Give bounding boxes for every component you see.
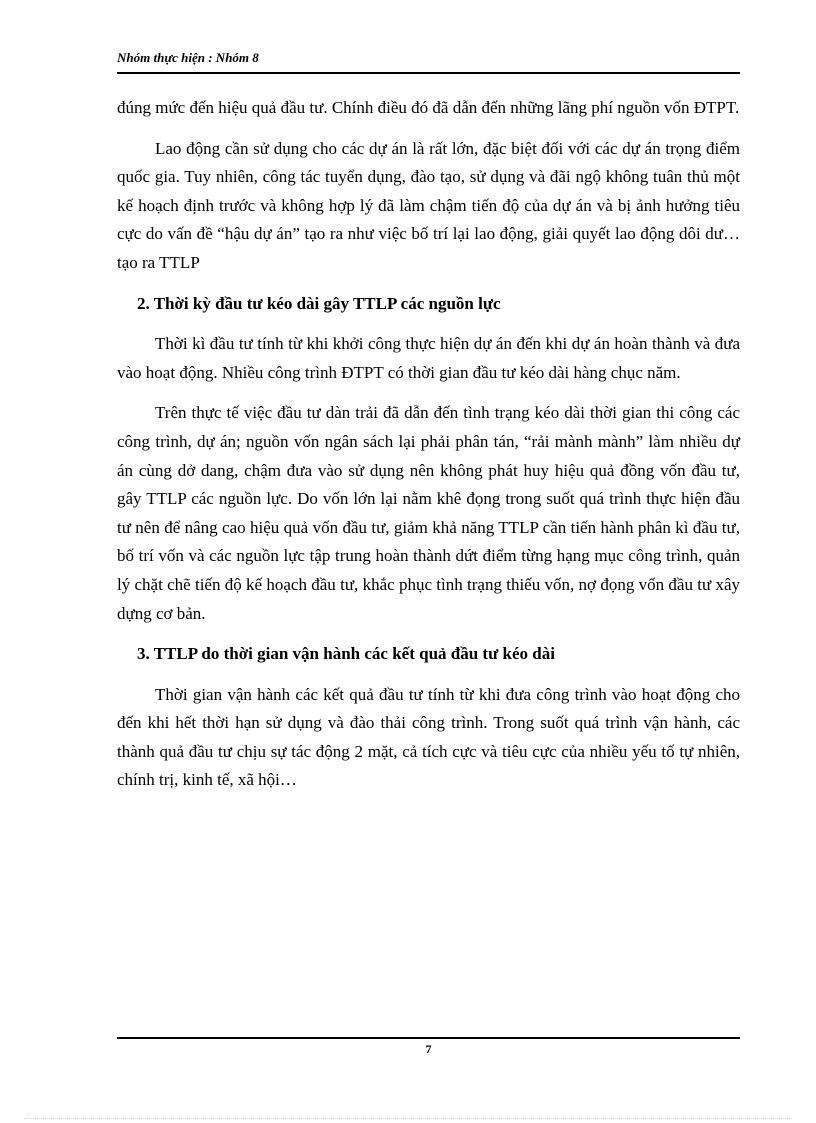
header-group-label: Nhóm thực hiện : Nhóm 8 [117, 50, 259, 65]
paragraph-continuation: đúng mức đến hiệu quả đầu tư. Chính điều đó đã dẫn đến những lãng phí nguồn vốn ĐTPT. [117, 98, 740, 117]
footer-divider [117, 1037, 740, 1039]
document-body [117, 94, 740, 807]
paragraph-operation-period: Thời gian vận hành các kết quả đầu tư tính từ khi đưa công trình vào hoạt động cho đến khi hết thời hạn sử dụng và đào thải công trình. Trong suốt quá trình vận hành, các thành quả đầu tư chịu sự tác động 2 mặt, cả tích cực và tiêu cực của nhiều yếu tố tự nhiên, chính trị, kinh tế, xã hội… [117, 684, 740, 790]
section-heading-3: 3. TTLP do thời gian vận hành các kết quả đầu tư kéo dài [137, 644, 555, 664]
page-header [117, 48, 740, 74]
paragraph-spread-investment: Trên thực tế việc đầu tư dàn trải đã dẫn đến tình trạng kéo dài thời gian thi công các công trình, dự án; nguồn vốn ngân sách lại phải phân tán, “rải mành mành” làm nhiều dự án cùng dở dang, chậm đưa vào sử dụng nên không phát huy hiệu quả đồng vốn đầu tư, gây TTLP các nguồn lực. Do vốn lớn lại nằm khê đọng trong suốt quá trình thực hiện đầu tư nên để nâng cao hiệu quả vốn đầu tư, giảm khả năng TTLP cần tiến hành phân kì đầu tư, bố trí vốn và các nguồn lực tập trung hoàn thành dứt điểm từng hạng mục công trình, quản lý chặt chẽ tiến độ kế hoạch đầu tư, khắc phục tình trạng thiếu vốn, nợ đọng vốn đầu tư xây dựng cơ bản. [117, 403, 740, 623]
page-edge-divider [24, 1118, 792, 1119]
section-heading-2: 2. Thời kỳ đầu tư kéo dài gây TTLP các nguồn lực [137, 293, 501, 313]
paragraph-labor: Lao động cần sử dụng cho các dự án là rất lớn, đặc biệt đối với các dự án trọng điểm quốc gia. Tuy nhiên, công tác tuyển dụng, đào tạo, sử dụng và đãi ngộ không tuân thủ một kế hoạch định trước và không hợp lý đã làm chậm tiến độ của dự án và bị ảnh hưởng tiêu cực do vấn đề “hậu dự án” tạo ra như việc bố trí lại lao động, giải quyết lao động dôi dư… tạo ra TTLP [117, 138, 740, 272]
page-number: 7 [425, 1042, 432, 1056]
paragraph-investment-period: Thời kì đầu tư tính từ khi khởi công thực hiện dự án đến khi dự án hoàn thành và đưa vào hoạt động. Nhiều công trình ĐTPT có thời gian đầu tư kéo dài hàng chục năm. [117, 334, 740, 382]
